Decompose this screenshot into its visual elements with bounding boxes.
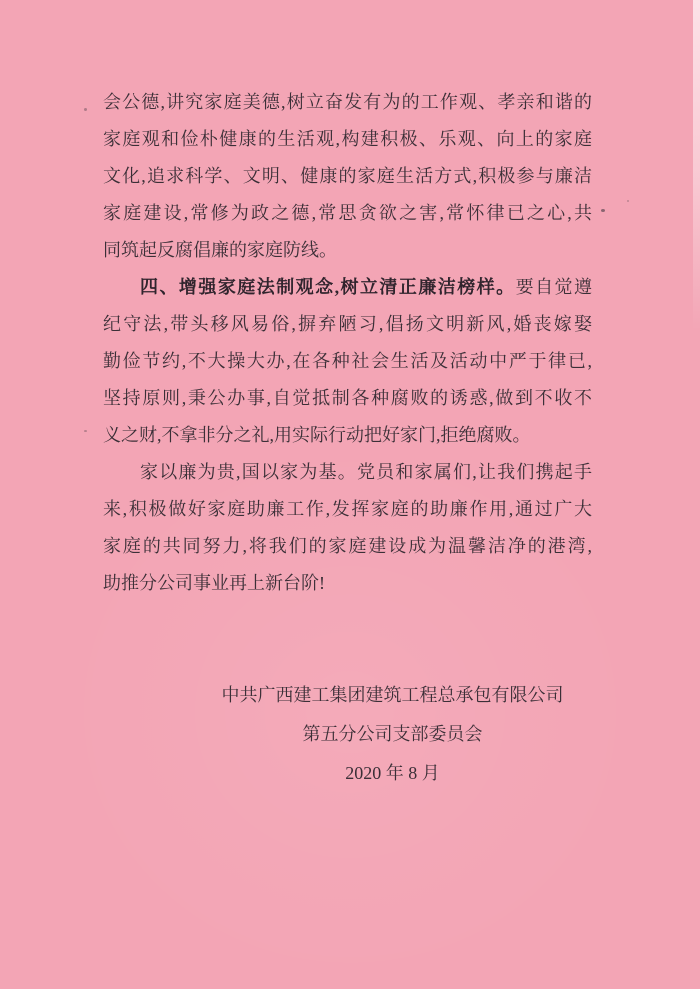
signature-date: 2020 年 8 月 (345, 763, 440, 783)
scan-speck (84, 430, 87, 432)
text-line: 文化,追求科学、文明、健康的家庭生活方式,积极参与廉洁 (103, 166, 592, 186)
text-line: 纪守法,带头移风易俗,摒弃陋习,倡扬文明新风,婚丧嫁娶 (103, 314, 592, 334)
text-line (103, 269, 592, 306)
scan-edge-artifact (693, 0, 700, 330)
scan-speck (601, 209, 605, 212)
text-line: 家庭的共同努力,将我们的家庭建设成为温馨洁净的港湾, (103, 536, 592, 556)
paragraph-end-line: 义之财,不拿非分之礼,用实际行动把好家门,拒绝腐败。 (103, 425, 531, 445)
scan-speck (627, 200, 629, 202)
text-line: 家庭观和俭朴健康的生活观,构建积极、乐观、向上的家庭 (103, 129, 592, 149)
paragraph-end-line: 同筑起反腐倡廉的家庭防线。 (103, 240, 337, 260)
text-line: 勤俭节约,不大操大办,在各种社会生活及活动中严于律已, (103, 351, 592, 371)
scan-speck (84, 108, 87, 111)
signature-block (148, 676, 637, 793)
text-run: 要自觉遵 (515, 277, 593, 297)
signature-branch-name: 第五分公司支部委员会 (302, 724, 483, 744)
text-line: 坚持原则,秉公办事,自觉抵制各种腐败的诱惑,做到不收不 (103, 388, 592, 408)
signature-org-name: 中共广西建工集团建筑工程总承包有限公司 (221, 685, 564, 705)
text-line: 家以廉为贵,国以家为基。党员和家属们,让我们携起手 (140, 462, 592, 482)
paragraph-end-line: 助推分公司事业再上新台阶! (103, 573, 325, 593)
document-body (103, 84, 592, 602)
text-line: 家庭建设,常修为政之德,常思贪欲之害,常怀律已之心,共 (103, 203, 592, 223)
text-line: 会公德,讲究家庭美德,树立奋发有为的工作观、孝亲和谐的 (103, 92, 592, 112)
text-line: 来,积极做好家庭助廉工作,发挥家庭的助廉作用,通过广大 (103, 499, 592, 519)
section-4-heading: 四、增强家庭法制观念,树立清正廉洁榜样。 (140, 277, 516, 297)
